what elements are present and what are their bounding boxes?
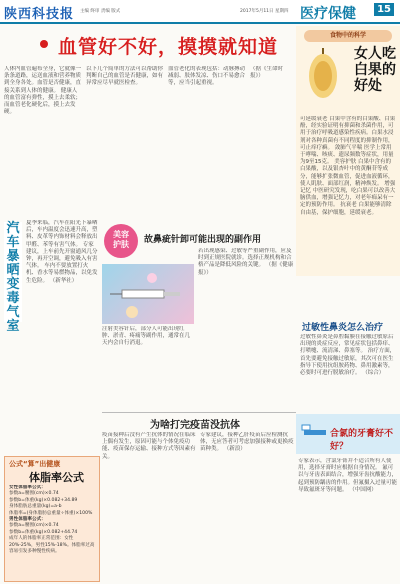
headline-bullet (40, 40, 48, 48)
main-article-col1 (4, 66, 82, 216)
vaccine-note: （新浪） (223, 446, 246, 453)
toothbrush-icon (300, 418, 330, 448)
allergy-paragraph: 过敏性鼻炎是鼻腔黏膜在接触过敏原后出现的炎症反应，常见症状包括鼻痒、打喷嚏、流清涕、鼻塞等。 (300, 334, 394, 355)
car-paragraph: 车内不要放置打火机、香水等易燃物品，以免发生危险。 (26, 263, 98, 284)
formula-line: 参数a=腰围(cm)×0.74 (9, 491, 59, 497)
section-divider (102, 412, 296, 413)
masthead: 陕西科技报 (4, 7, 75, 22)
main-article-col3 (168, 66, 246, 216)
ginkgo-illustration (304, 46, 342, 108)
sidebar-title: 女人吃白果的好处 (354, 46, 396, 94)
sidebar-banner: 食物中的科学 (304, 30, 392, 42)
car-paragraph: 夏季来临，汽车在阳光下暴晒后，车内温度会迅速升高，塑料、皮革等内饰材料会释放出甲醛、苯等有害气体。 (26, 220, 98, 248)
page-header (0, 0, 400, 24)
vaccine-paragraph: 疫苗接种后没有产生抗体的情况在临床上偶有发生，原因可能与个体免疫功能、疫苗保存运输、接种方式等因素有关。 (102, 432, 196, 460)
toothpaste-banner-bg (296, 414, 400, 454)
bodyfat-banner: 公式“算”出健康 (9, 460, 61, 468)
cosmetic-col2 (198, 248, 294, 412)
cosmetic-paragraph: 注射美容针后，部分人可能出现红肿、淤青、疼痛等副作用，通常在几天内会自行消退。 (102, 326, 191, 347)
vaccine-col2 (200, 432, 294, 580)
section-title: 医疗保健 (300, 6, 356, 22)
formula-line: 参数a=腰围(cm)×0.74 (9, 523, 59, 529)
formula-subtitle: 女性体脂率公式： (9, 485, 46, 490)
cosmetic-title: 故鼻疵针卸可能出现的副作用 (144, 235, 262, 245)
bodyfat-title: 体脂率公式 (29, 471, 84, 484)
allergy-title: 过敏性鼻炎怎么治疗 (302, 323, 384, 333)
formula-line: 参数b=体重(kg)×0.082+34.89 (9, 497, 78, 503)
main-paragraph: 血管老化的表现包括：动脉搏动减弱、肢体发凉、伤口不易愈合等，应当引起重视。 (168, 66, 246, 87)
sidebar-paragraph: 可延缓衰老 白果中含有的白果酸、白果酚，经实验证明有抑菌和杀菌作用，可用于治疗呼吸道感染性疾病。白果水浸剂对各种真菌有不同程度的抑制作用，可止痒疗癣。 (300, 116, 396, 151)
toothpaste-paragraph: 氟可以与牙齿表面结合，增强牙齿抗酸能力，起到预防龋齿的作用。但氟摄入过量可能导致氟斑牙等问题。 (298, 465, 398, 493)
car-note: （新华社） (49, 277, 78, 284)
sidebar-paragraph: 美容护肤 白果中含有的白果酸，以及银杏叶中的黄酮苷等成分，能够扩张微血管，促进血液循环，使人肌肤、面部红润，精神焕发。 (300, 159, 394, 187)
formula-line: 体脂率=(身体脂肪总重量÷体重)×100% (9, 510, 93, 516)
bodyfat-box (4, 456, 100, 582)
main-note: （据《生命时报》） (250, 66, 284, 80)
cosmetic-badge-line2: 护肤 (113, 240, 129, 249)
toothpaste-paragraph: 专家表示，含氯牙膏并不适合所有人使用，选择牙膏时应根据自身情况。 (298, 458, 392, 472)
main-article-col2 (86, 66, 164, 216)
syringe-icon (102, 264, 194, 324)
page-number: 15 (374, 3, 394, 16)
main-paragraph: 以下几个简单的方法可以帮助你判断自己的血管是否健康，如有异常应尽早就医检查。 (86, 66, 164, 87)
cosmetic-badge-line1: 美容 (113, 230, 129, 239)
sidebar-paragraph: 敛肺气平喘 医学上常用于哮喘、咳痰、遗尿频数等症状，用量为9至15克。 (300, 144, 394, 166)
main-article-col4 (250, 66, 292, 216)
header-date: 2017年5月11日 星期四 (240, 9, 289, 14)
formula-subtitle: 男性体脂率公式： (9, 517, 46, 523)
sidebar-paragraph: 抗衰老 白果能够清除自由基，保护细胞，延缓衰老。 (300, 202, 392, 216)
cosmetic-badge (104, 224, 138, 258)
toothpaste-body (298, 458, 398, 580)
cosmetic-paragraph: 若出现感染、过敏等严重副作用，应及时到正规医院就诊。选择正规机构和合格产品是降低风险的关键。 (198, 248, 292, 269)
cosmetic-note: （据《健康报》） (198, 262, 294, 276)
vaccine-title: 为啥打完疫苗没抗体 (150, 420, 240, 431)
sidebar-body (300, 116, 396, 272)
allergy-note: （综合） (362, 370, 385, 377)
car-article-title: 汽车暴晒变毒气室 (6, 221, 20, 334)
toothpaste-note: （中国网） (349, 486, 377, 493)
formula-note: 成年人的体脂率正常范围：女性20%-25%，男性15%-18%。体脂率过高容易引发多种慢性疾病。 (9, 536, 95, 555)
allergy-article (296, 320, 400, 412)
main-paragraph: 健康人的血管富有弹性，摸上去柔软；而血管老化硬化后，摸上去发硬。 (4, 87, 82, 116)
bodyfat-formulas (9, 485, 95, 579)
cosmetic-col1 (102, 326, 194, 412)
cosmetic-illustration (102, 264, 194, 324)
main-paragraph: 人体内血管遍布全身，它就像一条条道路，运送血液和营养物质到全身各处。血管是否健康，直接关系到人体的健康。 (4, 66, 82, 94)
vaccine-paragraph: 专家建议，接种乙肝疫苗后应检测抗体，无应答者可考虑加强接种或更换疫苗种类。 (200, 432, 294, 453)
formula-line: 身体脂肪总重量(kg)=a-b (9, 504, 62, 510)
sidebar-food-science (296, 26, 400, 276)
allergy-body (300, 334, 396, 410)
car-title-block (4, 221, 22, 334)
formula-line: 参数b=体重(kg)×0.082+44.74 (9, 529, 78, 535)
main-headline: 血管好不好，摸摸就知道 (58, 36, 279, 58)
car-article-body (26, 220, 98, 452)
car-paragraph: 专家建议，上车前先开窗通风几分钟，再开空调，避免吸入有害气体。 (26, 241, 98, 270)
header-meta: 主编 终审 责编 版式 (80, 9, 121, 14)
allergy-paragraph: 治疗方面，首先要避免接触过敏原，其次可在医生指导下使用抗组胺药物、鼻用激素等，必要时可进行脱敏治疗。 (300, 348, 396, 377)
toothpaste-title: 合氯的牙膏好不好？ (330, 429, 394, 452)
sidebar-paragraph: 增强记忆 中医研究发现，吃白果可以改善大脑供血，增强记忆力，对老年痴呆有一定的预防作用。 (300, 180, 396, 209)
vaccine-col1 (102, 432, 196, 580)
